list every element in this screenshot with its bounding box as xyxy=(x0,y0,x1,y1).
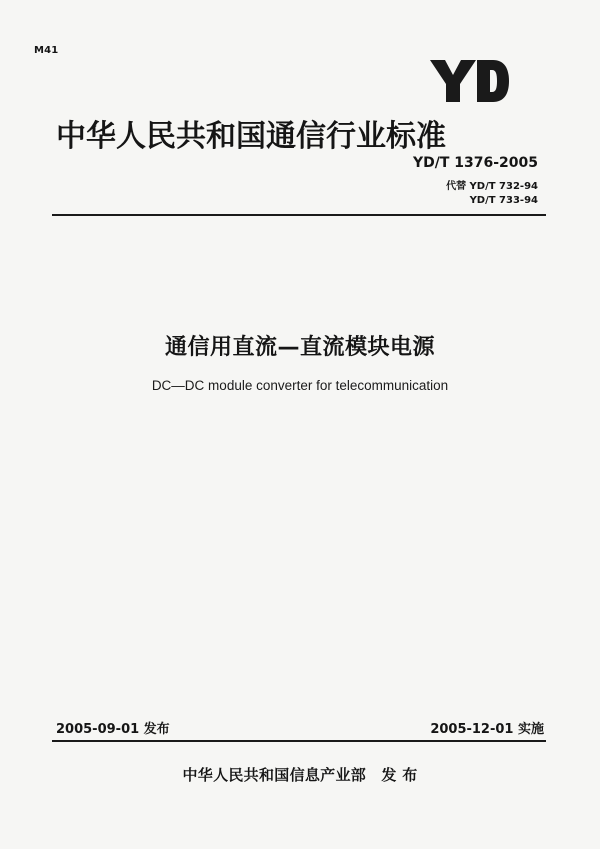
implementation-date: 2005-12-01 实施 xyxy=(430,722,544,737)
issuing-authority: 中华人民共和国信息产业部 发 布 xyxy=(182,766,418,784)
organization-title: 中华人民共和国通信行业标准 xyxy=(56,119,446,154)
replaces-standard-1: 代替 YD/T 732-94 xyxy=(446,181,538,192)
document-title-chinese: 通信用直流—直流模块电源 xyxy=(164,335,435,360)
header-divider xyxy=(52,214,546,216)
standard-number: YD/T 1376-2005 xyxy=(412,155,538,171)
issue-date: 2005-09-01 发布 xyxy=(56,722,170,737)
yd-logo xyxy=(427,55,511,107)
document-title-english: DC—DC module converter for telecommunication xyxy=(151,378,449,393)
footer-divider xyxy=(52,740,546,742)
classification-code: M41 xyxy=(34,45,59,56)
replaces-standard-2: YD/T 733-94 xyxy=(469,195,538,206)
